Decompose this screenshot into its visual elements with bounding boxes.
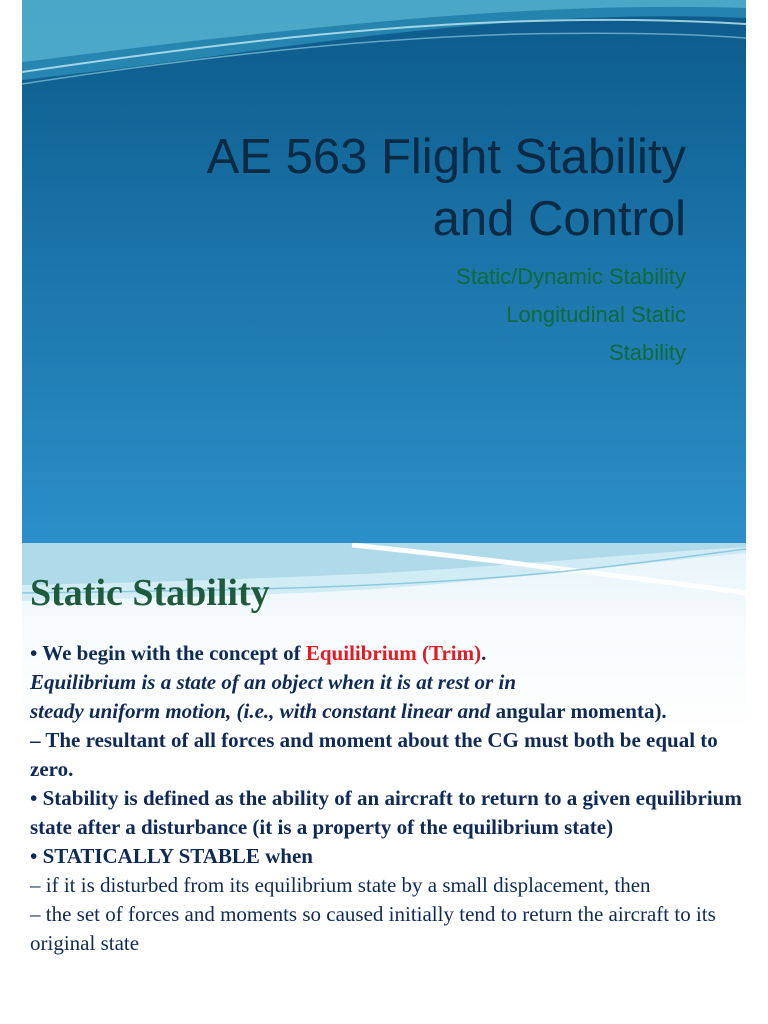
bullet-statically-stable: • STATICALLY STABLE when — [30, 844, 313, 868]
bullet-equilibrium — [30, 639, 742, 668]
definition-italic-line-1: Equilibrium is a state of an object when it is at rest or in — [30, 670, 516, 694]
definition-bold-rest: angular momenta). — [490, 699, 667, 723]
equilibrium-highlight: Equilibrium (Trim) — [305, 641, 482, 665]
bullet-stability-definition: • Stability is defined as the ability of an aircraft to return to a given equilibrium state after a disturbance (it is a property of the equilibrium state) — [30, 786, 742, 839]
title-line-1: AE 563 Flight Stability — [206, 130, 686, 184]
presentation-title — [26, 126, 686, 250]
subtitle-line-2: Longitudinal Static — [506, 302, 686, 327]
equilibrium-definition — [30, 668, 742, 726]
title-slide — [22, 0, 746, 543]
bullet-suffix: . — [481, 641, 487, 665]
slide-body — [30, 639, 742, 958]
title-line-2: and Control — [432, 192, 686, 246]
resultant-forces-line: – The resultant of all forces and moment about the CG must both be equal to zero. — [30, 728, 718, 781]
wave-decoration-top — [22, 0, 746, 110]
forces-return-line: – the set of forces and moments so caused initially tend to return the aircraft to its original state — [30, 902, 716, 955]
subtitle-line-1: Static/Dynamic Stability — [456, 264, 686, 289]
disturbed-line: – if it is disturbed from its equilibrium state by a small displacement, then — [30, 873, 651, 897]
subtitle-line-3: Stability — [608, 340, 686, 365]
slide-title: Static Stability — [30, 572, 270, 614]
definition-italic-line-2: steady uniform motion, (i.e., with constant linear and — [30, 699, 491, 723]
content-slide — [22, 543, 746, 1024]
presentation-subtitle — [186, 258, 686, 372]
bullet-text: • We begin with the concept of — [30, 641, 306, 665]
